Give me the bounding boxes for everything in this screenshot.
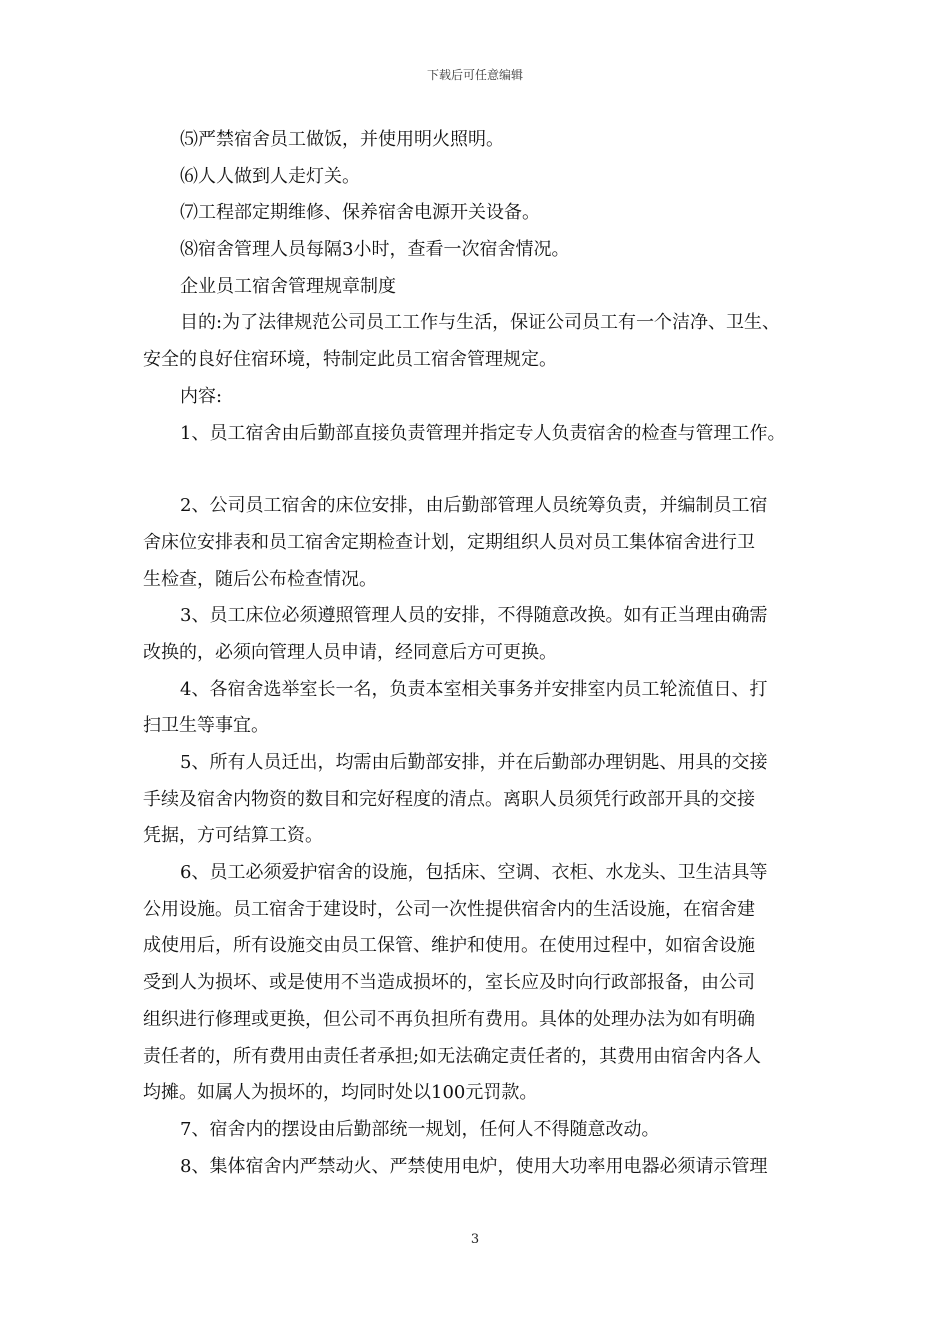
clause-6-line-2: 公用设施。员工宿舍于建设时，公司一次性提供宿舍内的生活设施，在宿舍建	[143, 898, 755, 920]
clause-3-line-2: 改换的，必须向管理人员申请，经同意后方可更换。	[143, 641, 557, 663]
clause-6-line-1: 6、员工必须爱护宿舍的设施，包括床、空调、衣柜、水龙头、卫生洁具等	[180, 862, 768, 884]
paragraph-gap	[143, 452, 811, 488]
purpose-line-2: 安全的良好住宿环境，特制定此员工宿舍管理规定。	[143, 349, 557, 371]
clause-6-line-7: 均摊。如属人为损坏的，均同时处以100元罚款。	[143, 1082, 538, 1104]
clause-7: 7、宿舍内的摆设由后勤部统一规划，任何人不得随意改动。	[180, 1118, 660, 1140]
clause-5-line-1: 5、所有人员迁出，均需由后勤部安排，并在后勤部办理钥匙、用具的交接	[180, 752, 768, 773]
clause-4-line-1: 4、各宿舍选举室长一名，负责本室相关事务并安排室内员工轮流值日、打	[180, 678, 768, 700]
document-body	[143, 122, 811, 1185]
clause-2-line-1: 2、公司员工宿舍的床位安排，由后勤部管理人员统筹负责，并编制员工宿	[180, 495, 768, 517]
content-label: 内容:	[180, 385, 223, 407]
clause-5-line-2: 手续及宿舍内物资的数目和完好程度的清点。离职人员须凭行政部开具的交接	[143, 788, 755, 810]
clause-3-line-1: 3、员工床位必须遵照管理人员的安排，不得随意改换。如有正当理由确需	[180, 605, 768, 627]
purpose-line-1: 目的:为了法律规范公司员工工作与生活，保证公司员工有一个洁净、卫生、	[180, 312, 781, 334]
clause-8-line-1: 8、集体宿舍内严禁动火、严禁使用电炉，使用大功率用电器必须请示管理	[180, 1155, 768, 1177]
clause-6-line-3: 成使用后，所有设施交由员工保管、维护和使用。在使用过程中，如宿舍设施	[143, 935, 755, 957]
clause-6-line-6: 责任者的，所有费用由责任者承担;如无法确定责任者的，其费用由宿舍内各人	[143, 1045, 762, 1067]
clause-2-line-2: 舍床位安排表和员工宿舍定期检查计划，定期组织人员对员工集体宿舍进行卫	[143, 531, 755, 553]
clause-1: 1、员工宿舍由后勤部直接负责管理并指定专人负责宿舍的检查与管理工作。	[180, 422, 786, 444]
page-number: 3	[470, 1232, 480, 1247]
page-header: 下载后可任意编辑	[426, 68, 523, 82]
rule-item-7: ⑺工程部定期维修、保养宿舍电源开关设备。	[180, 202, 540, 224]
clause-4-line-2: 扫卫生等事宜。	[143, 715, 269, 737]
clause-6-line-5: 组织进行修理或更换，但公司不再负担所有费用。具体的处理办法为如有明确	[143, 1008, 755, 1030]
rule-item-8: ⑻宿舍管理人员每隔3小时，查看一次宿舍情况。	[180, 239, 570, 261]
clause-6-line-4: 受到人为损坏、或是使用不当造成损坏的，室长应及时向行政部报备，由公司	[143, 972, 755, 994]
section-title: 企业员工宿舍管理规章制度	[180, 275, 396, 297]
rule-item-5: ⑸严禁宿舍员工做饭，并使用明火照明。	[180, 129, 504, 150]
clause-5-line-3: 凭据，方可结算工资。	[143, 825, 323, 847]
rule-item-6: ⑹人人做到人走灯关。	[180, 165, 360, 187]
clause-2-line-3: 生检查，随后公布检查情况。	[143, 568, 377, 590]
